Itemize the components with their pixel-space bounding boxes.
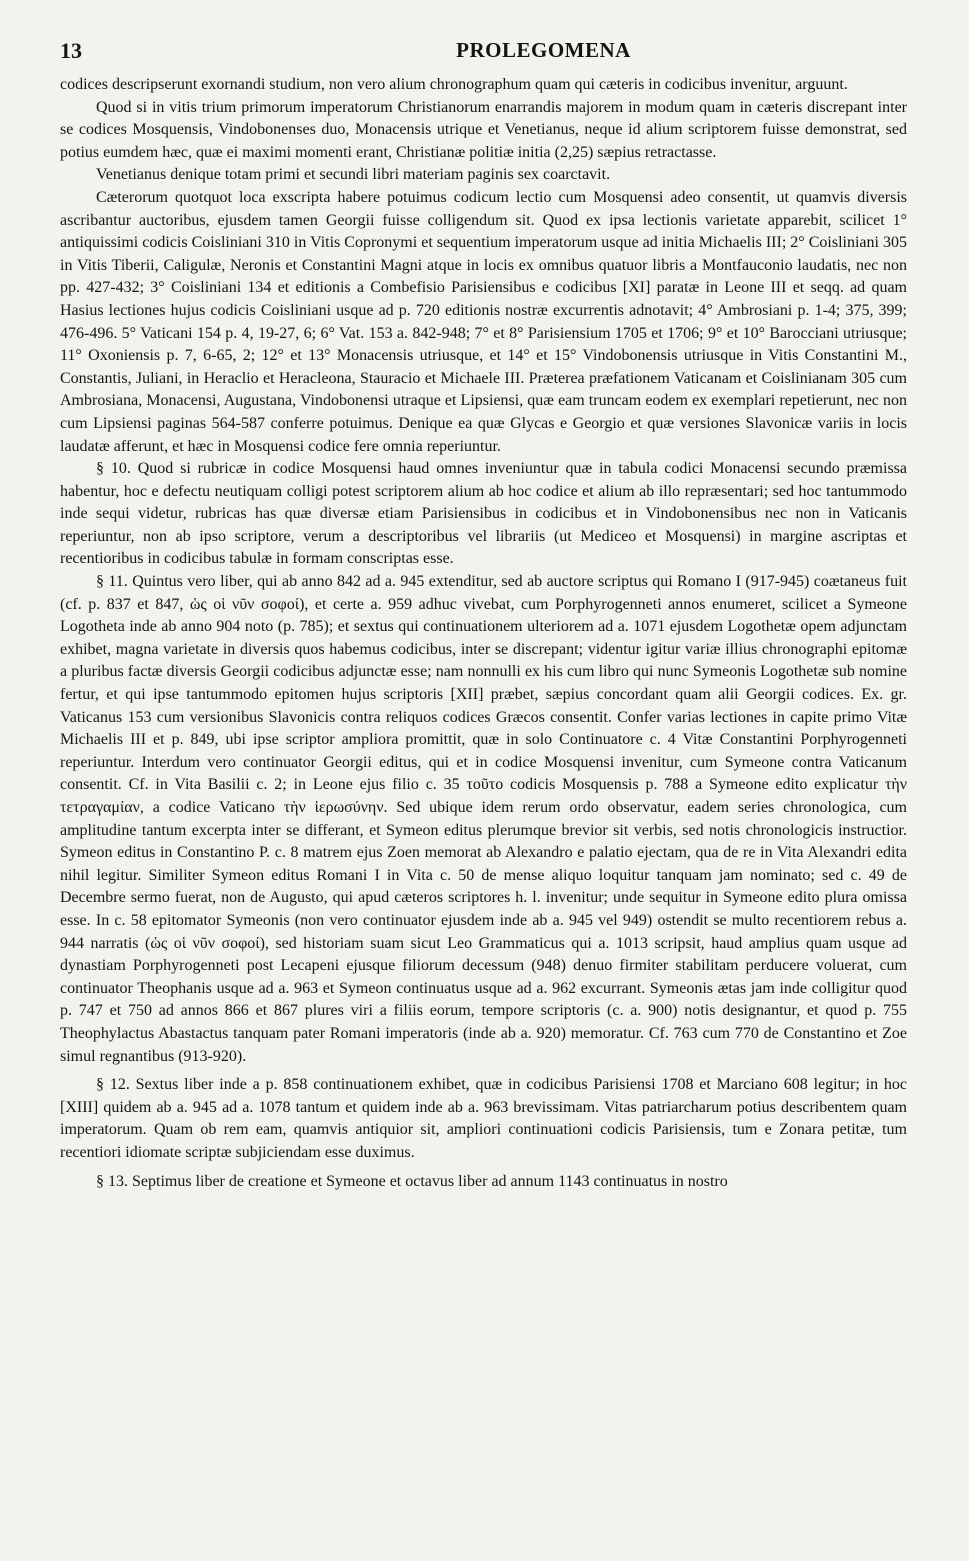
page-number: 13 — [60, 38, 82, 63]
running-title: PROLEGOMENA — [456, 38, 631, 62]
section-10: § 10. Quod si rubricæ in codice Mosquensi haud omnes inveniuntur quæ in tabula codici Monacensi secundo præmissa habentur, hoc e defectu neutiquam colligi potest scriptorem alium ab hoc codice et alium ab illo repræsentari; sed hoc tantummodo inde sequi videtur, rubricas has quæ diversæ etiam Parisiensibus in codicibus et in Vindobonensibus nec non in Vaticanis reperiuntur, non ab ipso scriptore, verum a descriptoribus vel librariis (ut Mediceo et Mosquensi) in margine ascriptas et recentioribus in codicibus tabulæ in formam conscriptas esse. — [60, 460, 907, 568]
paragraph: Cæterorum quotquot loca exscripta habere potuimus codicum lectio cum Mosquensi adeo consentit, ut quamvis diversis ascribantur auctoribus, ejusdem tamen Georgii fuisse colligendum sit. Quod ex ipsa lectionis varietate apparebit, scilicet 1° antiquissimi codicis Coisliniani 310 in Vitis Copronymi et sequentium imperatorum usque ad initia Michaelis III; 2° Coisliniani 305 in Vitis Tiberii, Caligulæ, Neronis et Constantini Magni atque in locis ex omnibus quatuor libris a Montfauconio laudatis, nec non pp. 427-432; 3° Coisliniani 134 et editionis a Combefisio Parisiensibus e codicibus [XI] paratæ in Leone III et seqq. ad quam Hasius lectiones hujus codicis Coisliniani usque ad p. 720 editionis nostræ excurrentis adnotavit; 4° Ambrosiani p. 1-4; 375, 399; 476-496. 5° Vaticani 154 p. 4, 19-27, 6; 6° Vat. 153 a. 842-948; 7° et 8° Parisiensium 1705 et 1706; 9° et 10° Barocciani utriusque; 11° Oxoniensis p. 7, 6-65, 2; 12° et 13° Monacensis utriusque, et 14° et 15° Vindobonensis utriusque in Vitis Constantini M., Constantis, Juliani, in Heraclio et Heracleona, Stauracio et Michaele III. Præterea præfationem Vaticanam et Coislinianam 305 cum Ambrosiana, Monacensi, Augustana, Vindobonensi utraque et Lipsiensi, quæ eam truncam eodem ex exemplari repetierunt, nec non cum Lipsiensi paginas 564-587 conferre potuimus. Denique ea quæ Glycas e Georgio et quæ versiones Slavonicæ variis in locis laudatæ afferunt, et hæc in Mosquensi codice fere omnia reperiuntur. — [60, 188, 907, 455]
paragraph: codices descripserunt exornandi studium, non vero alium chronographum quam qui cæteris in codicibus invenitur, arguunt. — [60, 76, 848, 93]
section-13: § 13. Septimus liber de creatione et Symeone et octavus liber ad annum 1143 continuatus in nostro — [96, 1172, 728, 1190]
page-header — [60, 38, 907, 68]
section-12: § 12. Sextus liber inde a p. 858 continuationem exhibet, quæ in codicibus Parisiensi 1708 et Marciano 608 legitur; in hoc [XIII] quidem ab a. 945 ad a. 1078 tantum et quidem inde ab a. 963 brevissimam. Vitas patriarcharum potius describentem quam imperatorum. Quam ob rem eam, quamvis antiquior sit, ampliori continuationi codicis Parisiensis, tum e Zonara petitæ, tum recentiori idiomate scriptæ subjiciendam esse duximus. — [60, 1076, 907, 1161]
section-11: § 11. Quintus vero liber, qui ab anno 842 ad a. 945 extenditur, sed ab auctore scriptus qui Romano I (917-945) coætaneus fuit (cf. p. 837 et 847, ὡς οἱ νῦν σοφοί), et certe a. 959 adhuc vivebat, cum Porphyrogenneti annos enumeret, scilicet a Symeone Logotheta inde ab anno 904 noto (p. 785); et sextus qui continuationem ulteriorem ad a. 1071 ejusdem Logothetæ opem adjunctam exhibet, magna varietate in diversis quos habemus codicibus, inter se discrepant; videntur igitur variæ illius chronographi epitomæ a pluribus factæ diversis Georgii codicibus adjunctæ esse; nam nonnulli ex his cum libro qui nunc Symeonis Logothetæ sub nomine fertur, et qui ipse tantummodo epitomen hujus scriptoris [XII] præbet, sæpius concordant quam alii Georgii codices. Ex. gr. Vaticanus 153 cum versionibus Slavonicis contra reliquos codices Græcos consentit. Confer varias lectiones in capite primo Vitæ Michaelis III et p. 849, ubi ipse scriptor ampliora promittit, quæ in solo Continuatore c. 4 Vitæ Constantini Porphyrogenneti reperiuntur. Interdum vero continuator Georgii editus, qui et in codice Mosquensi invenitur, cum Symeone contra Vaticanum consentit. Cf. in Vita Basilii c. 2; in Leone ejus filio c. 35 τοῦτο codicis Mosquensis p. 788 a Symeone edito explicatur τὴν τετραγαμίαν, a codice Vaticano τὴν ἱερωσύνην. Sed ubique idem rerum ordo observatur, eadem series chronologica, cum amplitudine tantum excerpta inter se differant, et Symeon editus plerumque brevior sit verbis, sed notis chronologicis instructior. Symeon editus in Constantino P. c. 8 matrem ejus Zoen memorat ab Alexandro e palatio ejectam, qua de re in Vita Alexandri edita nihil legitur. Similiter Symeon editus Romani I in Vita c. 50 de mense aliquo loquitur tanquam jam nominato; sed c. 49 de Decembre sermo fuerat, non de Augusto, qui apud cæteros scriptores h. l. invenitur; unde sequitur in Symeone edito plura omissa esse. In c. 58 epitomator Symeonis (non vero continuator ejusdem inde ab a. 945 vel 949) ostendit se multo recentiorem rebus a. 944 narratis (ὡς οἱ νῦν σοφοί), sed historiam suam sicut Leo Grammaticus qui a. 1013 scripsit, haud amplius quam usque ad dynastiam Porphyrogenneti post Lecapeni ejusque filiorum decessum (948) denuo firmiter stabilitam perducere voluerat, cum continuator Theophanis usque ad a. 963 et Symeon continuatus usque ad a. 962 excurrant. Symeonis ætas jam inde colligitur quod p. 747 et 750 ad annos 866 et 867 plures viri a filiis eorum, tempore scriptoris (c. a. 900) notis designantur, et quod p. 755 Theophylactus Abastactus tanquam pater Romani imperatoris (inde ab a. 920) memoratur. Cf. 763 cum 770 de Constantino et Zoe simul regnantibus (913-920). — [60, 573, 907, 1065]
text-body — [60, 74, 907, 1193]
paragraph: Quod si in vitis trium primorum imperatorum Christianorum enarrandis majorem in modum quam in cæteris discrepant inter se codices Mosquensis, Vindobonenses duo, Monacensis utrique et Venetianus, neque id alium scriptorem fuisse demonstrat, sed potius eumdem hæc, quæ ei maximi momenti erant, Christianæ politiæ initia (2,25) sæpius retractasse. — [60, 98, 907, 161]
paragraph: Venetianus denique totam primi et secundi libri materiam paginis sex coarctavit. — [96, 166, 611, 184]
